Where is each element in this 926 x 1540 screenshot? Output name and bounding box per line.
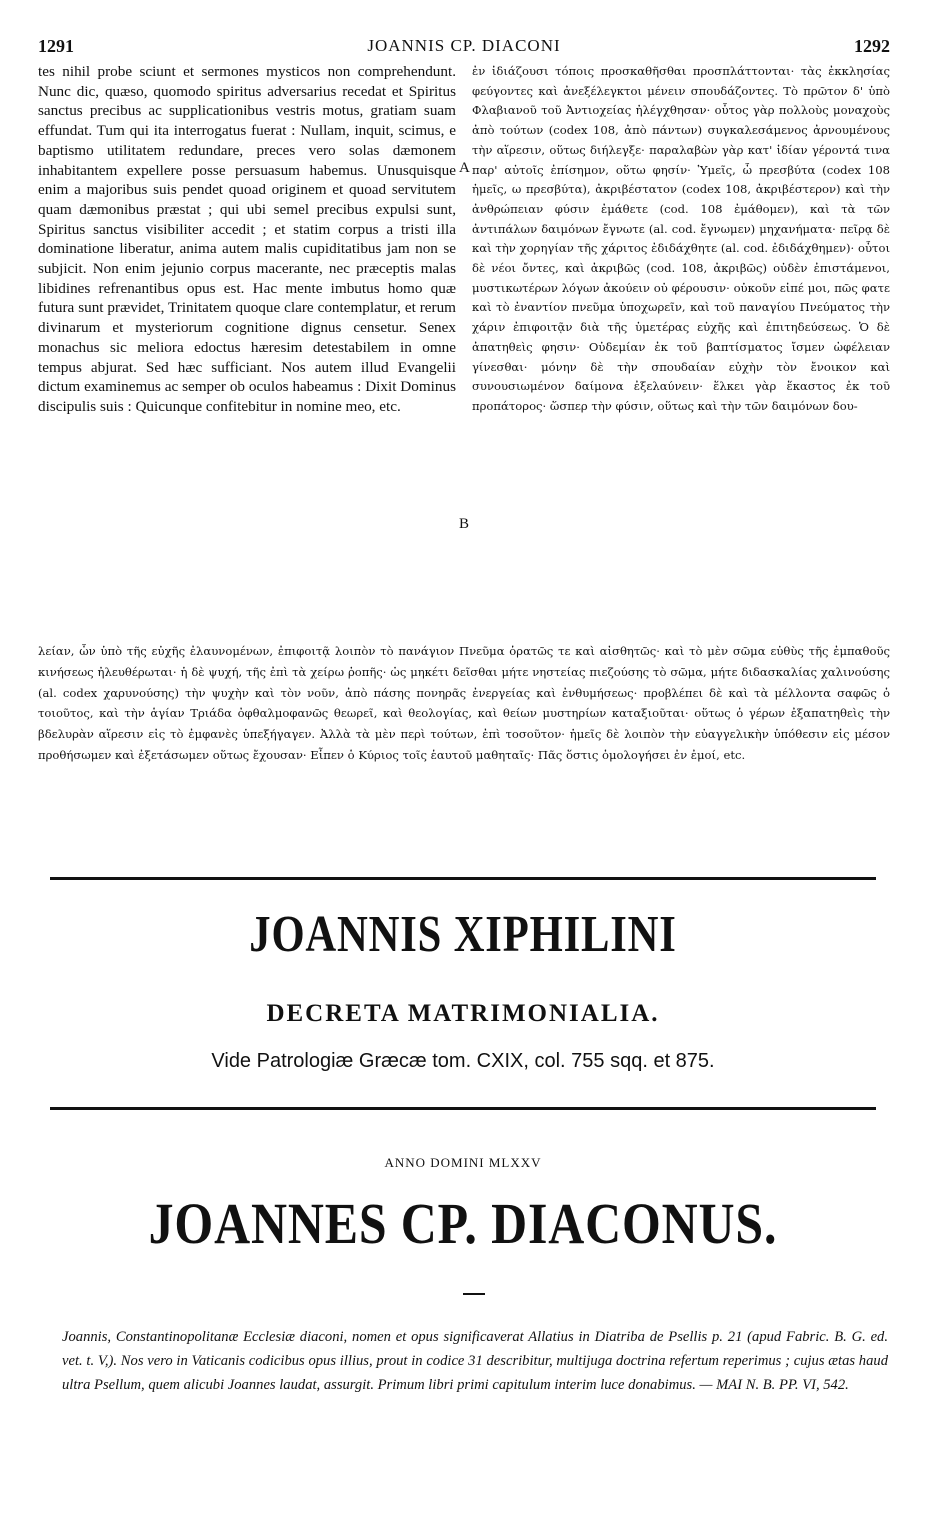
section-title-xiphilini: JOANNIS XIPHILINI <box>249 906 677 963</box>
page-number-right: 1292 <box>854 36 890 56</box>
year-line: ANNO DOMINI MLXXV <box>384 1155 542 1170</box>
page-number-left: 1291 <box>38 36 74 56</box>
intro-paragraph: Joannis, Constantinopolitanæ Ecclesiæ diaconi, nomen et opus significaverat Allatius in Diatriba de Psellis p. 21 (apud Fabric. B. G. ed. vet. t. V,). Nos vero in Vaticanis codicibus opus illius, prout in codice 31 describitur, multijuga doctrina refertum reperimus ; cujus ætas haud ultra Psellum, quem alicubi Joannes laudat, assurgit. Primum libri primi capitulum interim luce donabimus. — MAI N. B. PP. VI, 542. <box>62 1329 888 1393</box>
running-title: JOANNIS CP. DIACONI <box>367 36 561 55</box>
greek-full-width-text: λείαν, ὧν ὑπὸ τῆς εὐχῆς ἐλαυνομένων, ἐπιφοιτᾷ λοιπὸν τὸ πανάγιον Πνεῦμα ὁρατῶς τε καὶ αἰσθητῶς· καὶ τὸ μὲν σῶμα εὐθὺς τῆς ἐμπαθοῦς κινήσεως ἠλευθέρωται· ἡ δὲ ψυχή, τῆς ἐπὶ τὰ χείρω ῥοπῆς· ὡς μηκέτι δεῖσθαι μήτε νηστείας πιεζούσης τὸ σῶμα, μήτε διδασκαλίας χαλινούσης (al. codex χαρυνούσης) τὴν ψυχὴν καὶ τὸν νοῦν, ἀπὸ πάσης πονηρᾶς ἐνεργείας καὶ ἐνθυμήσεως· προβλέπει δὲ καὶ τὰ μέλλοντα σαφῶς ὁ τοιοῦτος, καὶ τὴν ἁγίαν Τριάδα ὀφθαλμοφανῶς θεωρεῖ, καὶ θεολογίας, καὶ θείων μυστηρίων καταξιοῦται· οὕτως ὁ γέρων ἐξαπατηθεὶς τὴν βδελυρὰν αἵρεσιν εἰς τὸ ἐμφανὲς ὑπεξήγαγεν. Ἀλλὰ τὰ μὲν περὶ τούτων, ἐπὶ τοσοῦτον· ἡμεῖς δὲ λοιπὸν τὴν εὐαγγελικὴν ὑπόθεσιν εἰς μέσον προθήσωμεν καὶ ἐξετάσωμεν οὕτως ἔχουσαν· Εἶπεν ὁ Κύριος τοῖς ἑαυτοῦ μαθηταῖς· Πᾶς ὅστις ὁμολογήσει ἐν ἐμοί, etc. <box>38 644 890 762</box>
page-header <box>38 36 890 58</box>
greek-column-text: ἐν ἰδιάζουσι τόποις προσκαθῆσθαι προσπλάττονται· τὰς ἐκκλησίας φεύγοντες καὶ ἀνεξέλεγκτοι μένειν σπουδάζοντες. Τὸ πρῶτον δ' ὑπὸ Φλαβιανοῦ τοῦ Ἀντιοχείας ἠλέγχθησαν· οὗτος γὰρ πολλοὺς μοναχοὺς ἀπὸ τούτων (codex 108, ἀπὸ πάντων) συγκαλεσάμενος ἀρνουμένους τὴν αἵρεσιν, οὕτως διήλεγξε· παραλαβὼν γὰρ κατ' ἰδίαν γέροντά τινα παρ' αὐτοῖς ἐπίσημον, οὕτω φησίν· Ὑμεῖς, ὦ πρεσβύτα (codex 108 ἡμεῖς, ω πρεσβύτα), ἀκριβέστατον (codex 108, ἀκριβέστερον) καὶ τὴν ἀνθρώπειαν φύσιν ἐμάθετε (cod. 108 ἐμάθομεν), καὶ τὰ τῶν ἀντιπάλων δαιμόνων ἔγνωτε (al. cod. ἔγνωμεν) μηχανήματα· πεῖρᾳ δὲ καὶ τὴν χορηγίαν τῆς χάριτος ἐδιδάχθητε (al. cod. ἐδιδάχθημεν)· οὗτοι δὲ νέοι ὄντες, καὶ ἀκριβῶς (cod. 108, ἀκριβῶς) οὐδὲν ἐπιστάμενοι, μυστικωτέρων λόγων ἀκούειν οὐ φέρουσιν· οὐκοῦν εἰπέ μοι, πῶς φατε καὶ τὸ ἐναντίον πνεῦμα ὑποχωρεῖν, καὶ τοῦ παναγίου Πνεύματος τὴν χάριν ἐπιφοιτᾷν διὰ τῆς ὑμετέρας εὐχῆς καὶ ἐπιτηδεύσεως. Ὁ δὲ ἀπατηθεὶς φησιν· Οὐδεμίαν ἐκ τοῦ βαπτίσματος ἴσμεν ὠφέλειαν γίνεσθαι· μόνην δὲ τὴν σπουδαίαν εὐχὴν τὸν ἔνοικον καὶ συνουσιωμένον δαίμονα ἐξελαύνειν· ἕλκει γὰρ ἕκαστος ἐκ τοῦ προπάτορος· ὥσπερ τὴν φύσιν, οὕτως καὶ τὴν τῶν δαιμόνων δου- <box>472 64 890 413</box>
margin-marker-a: A <box>459 160 470 176</box>
section-subtitle-decreta: DECRETA MATRIMONIALIA. <box>266 1000 660 1027</box>
section-divider-2 <box>50 1107 876 1110</box>
latin-column-text: tes nihil probe sciunt et sermones mysticos non comprehendunt. Nunc dic, quæso, quomodo spiritus adversarius recedat et Spiritus sanctus precibus ac supplicationibus vestris motus, gratiam suam effundat. Tum qui ita interrogatus fuerat : Nullam, inquit, scimus, e baptismo utilitatem redundare, preces vero solas dæmonem inhabitantem expellere posse persuasum habemus. Unusquisque enim a majoribus suis pendet quoad originem et quoad servitutem quam dæmonibus præstat ; qui ubi semel precibus expulsi sunt, Spiritus sanctus visibiliter accedit ; et statim corpus a tristi illa dominatione liberatur, anima autem malis cupiditatibus jam non se subjicit. Non enim jejunio corpus macerante, nec præceptis malas libidines refrenantibus opus est. Hac mente imbutus homo quæ futura sunt prævidet, Trinitatem quoque clare contemplatur, et rerum divinarum et mysteriorum cognitione dignus censetur. Senex monachus sic meliora edoctus hæresim detestabilem in omne tempus abjurat. Sed hæc sufficiant. Nos autem illud Evangelii dictum examinemus ac semper ob oculos habeamus : Dixit Dominus discipulis suis : Quicunque confitebitur in nomine meo, etc. <box>38 63 456 415</box>
patrologia-reference: Vide Patrologiæ Græcæ tom. CXIX, col. 755 sqq. et 875. <box>211 1050 715 1072</box>
section-title-diaconus: JOANNES CP. DIACONUS. <box>148 1191 778 1256</box>
short-divider <box>463 1293 485 1295</box>
section-divider <box>50 877 876 880</box>
margin-marker-b: B <box>459 516 470 532</box>
